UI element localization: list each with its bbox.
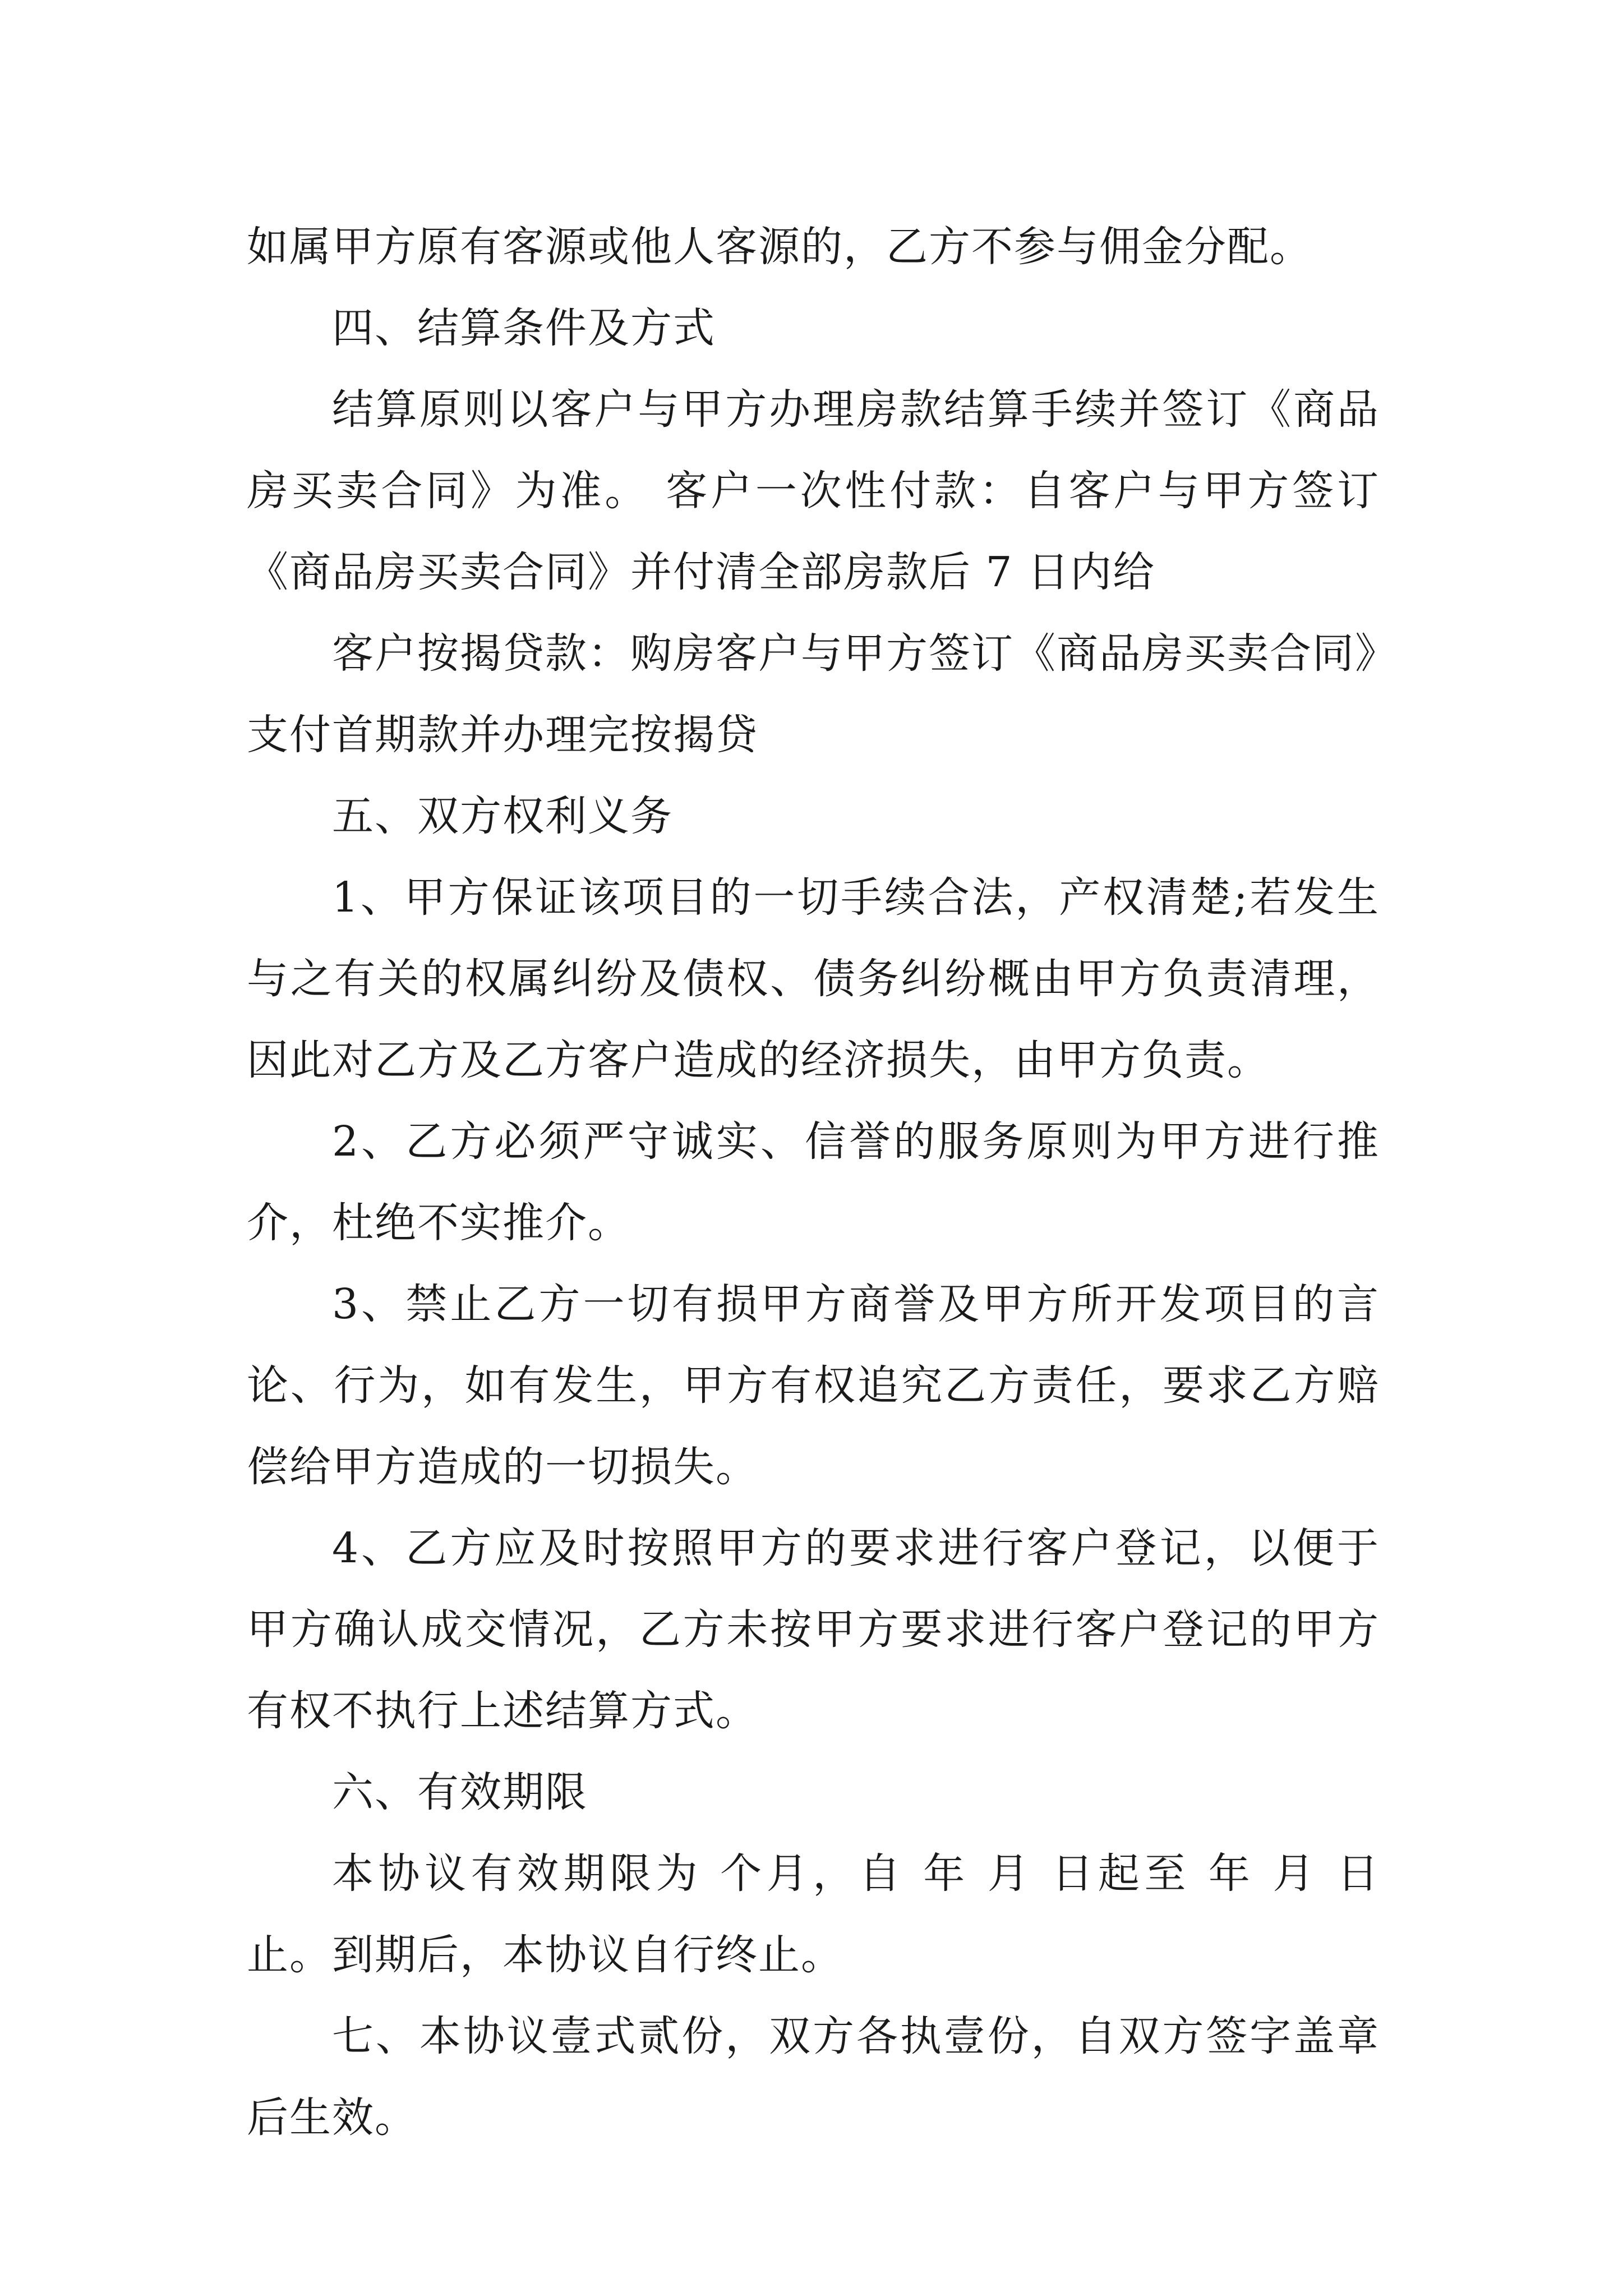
text-line: 与之有关的权属纠纷及债权、债务纠纷概由甲方负责清理， xyxy=(247,955,1380,1003)
paragraph xyxy=(247,613,1398,776)
text-line: 如属甲方原有客源或他人客源的，乙方不参与佣金分配。 xyxy=(247,223,1312,271)
text-line: 支付首期款并办理完按揭贷 xyxy=(247,711,758,759)
paragraph xyxy=(247,1752,1380,1833)
text-line: 客户按揭贷款：购房客户与甲方签订《商品房买卖合同》 xyxy=(332,629,1398,678)
paragraph xyxy=(247,1833,1380,1996)
text-line: 论、行为，如有发生，甲方有权追究乙方责任，要求乙方赔 xyxy=(247,1361,1380,1410)
paragraph xyxy=(247,1101,1380,1264)
paragraph xyxy=(247,369,1380,613)
text-line: 房买卖合同》为准。 客户一次性付款：自客户与甲方签订 xyxy=(247,467,1380,515)
text-line: 《商品房买卖合同》并付清全部房款后 7 日内给 xyxy=(247,548,1156,596)
paragraph xyxy=(247,1508,1380,1752)
paragraph xyxy=(247,776,1380,857)
text-line: 有权不执行上述结算方式。 xyxy=(247,1687,758,1735)
text-line: 偿给甲方造成的一切损失。 xyxy=(247,1443,758,1491)
text-line: 甲方确认成交情况，乙方未按甲方要求进行客户登记的甲方 xyxy=(247,1605,1380,1654)
document-body xyxy=(247,206,1398,2159)
text-line: 四、结算条件及方式 xyxy=(332,304,716,352)
text-line: 3、禁止乙方一切有损甲方商誉及甲方所开发项目的言 xyxy=(332,1280,1380,1328)
text-line: 止。到期后，本协议自行终止。 xyxy=(247,1931,843,1979)
text-line: 五、双方权利义务 xyxy=(332,792,673,840)
text-line: 七、本协议壹式贰份，双方各执壹份，自双方签字盖章 xyxy=(332,2012,1380,2060)
paragraph xyxy=(247,206,1380,288)
text-line: 4、乙方应及时按照甲方的要求进行客户登记，以便于 xyxy=(332,1524,1380,1572)
text-line: 2、乙方必须严守诚实、信誉的服务原则为甲方进行推 xyxy=(332,1117,1380,1166)
text-line: 介，杜绝不实推介。 xyxy=(247,1199,630,1247)
paragraph xyxy=(247,1996,1380,2159)
paragraph xyxy=(247,1264,1380,1508)
text-line: 六、有效期限 xyxy=(332,1768,588,1816)
text-line: 因此对乙方及乙方客户造成的经济损失，由甲方负责。 xyxy=(247,1036,1270,1084)
text-line: 后生效。 xyxy=(247,2093,417,2142)
paragraph xyxy=(247,288,1380,369)
text-line: 结算原则以客户与甲方办理房款结算手续并签订《商品 xyxy=(332,385,1380,434)
text-line: 1、甲方保证该项目的一切手续合法，产权清楚;若发生 xyxy=(332,873,1380,922)
text-line: 本协议有效期限为 个月，自 年 月 日起至 年 月 日 xyxy=(332,1849,1380,1898)
paragraph xyxy=(247,857,1380,1101)
